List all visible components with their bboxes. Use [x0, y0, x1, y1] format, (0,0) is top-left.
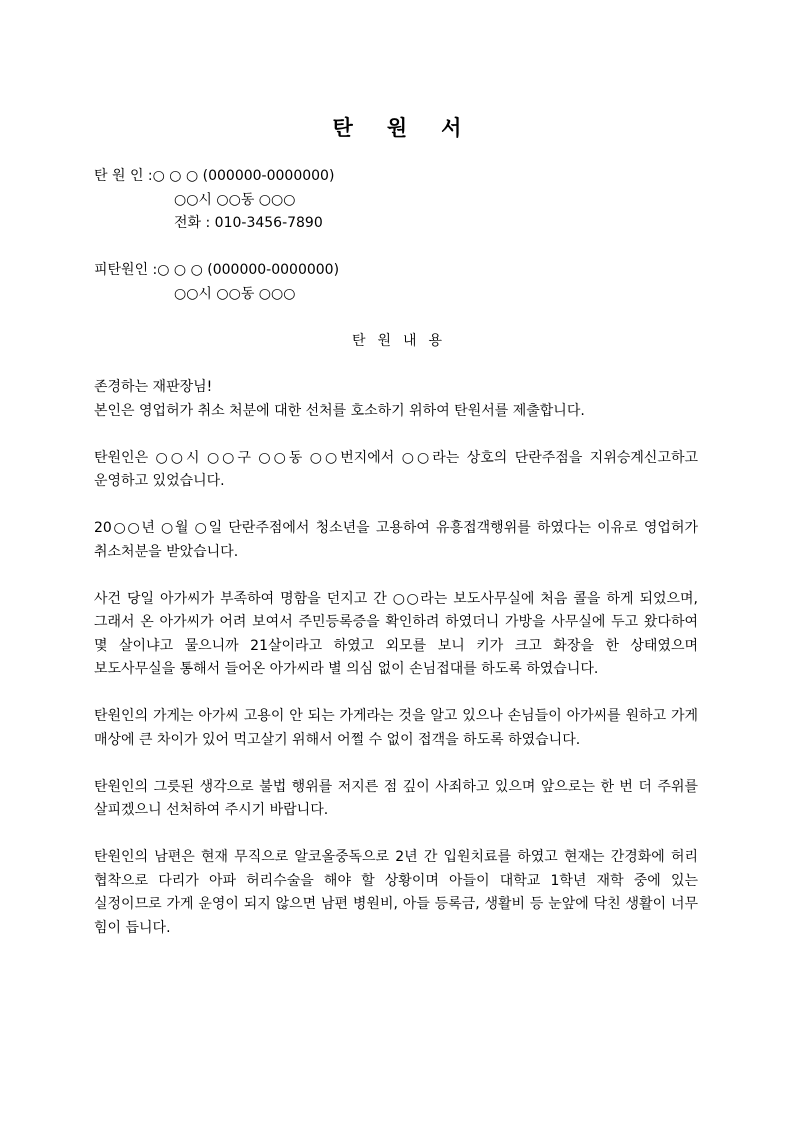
defendant-address: ○○시 ○○동 ○○○	[174, 285, 296, 302]
greeting: 존경하는 재판장님!	[94, 379, 213, 395]
paragraph-circumstance: 탄원인의 가게는 아가씨 고용이 안 되는 가게라는 것을 알고 있으나 손님들이 아가씨를 원하고 가게 매상에 큰 차이가 있어 먹고살기 위해서 어쩔 수 없이 접객을 하도록 하였습니다.	[94, 708, 698, 748]
title-char: 탄	[332, 116, 353, 140]
title-char: 서	[441, 116, 462, 140]
document-title	[0, 112, 794, 142]
defendant-label: 피탄원인 :	[94, 262, 158, 278]
paragraph-purpose: 본인은 영업허가 취소 처분에 대한 선처를 호소하기 위하여 탄원서를 제출합니다.	[94, 402, 585, 419]
title-char: 원	[386, 116, 408, 140]
section-title-char: 원	[377, 333, 391, 349]
section-title-char: 탄	[351, 333, 366, 349]
paragraph-sanction: 20○○년 ○월 ○일 단란주점에서 청소년을 고용하여 유흥접객행위를 하였다는 이유로 영업허가 취소처분을 받았습니다.	[94, 520, 698, 560]
section-title-char: 내	[403, 333, 417, 349]
paragraph-business: 탄원인은 ○○시 ○○구 ○○동 ○○번지에서 ○○라는 상호의 단란주점을 지위승계신고하고 운영하고 있었습니다.	[94, 449, 698, 489]
petition-body	[94, 376, 698, 964]
complainant-label: 탄 원 인 :	[94, 168, 153, 184]
defendant-block	[94, 259, 339, 306]
complainant-block	[94, 165, 334, 236]
paragraph-apology: 탄원인의 그릇된 생각으로 불법 행위를 저지른 점 깊이 사죄하고 있으며 앞으로는 한 번 더 주위를 살피겠으니 선처하여 주시기 바랍니다.	[94, 778, 698, 818]
complainant-name-id: ○ ○ ○ (000000-0000000)	[152, 168, 335, 184]
complainant-phone: 전화 : 010-3456-7890	[174, 215, 323, 231]
section-title-char: 용	[428, 333, 443, 349]
section-title	[0, 330, 794, 350]
defendant-name-id: ○ ○ ○ (000000-0000000)	[157, 262, 340, 278]
complainant-address: ○○시 ○○동 ○○○	[174, 191, 296, 208]
paragraph-incident: 사건 당일 아가씨가 부족하여 명함을 던지고 간 ○○라는 보도사무실에 처음 콜을 하게 되었으며, 그래서 온 아가씨가 어려 보여서 주민등록증을 확인하려 하였더니 가방을 사무실에 두고 왔다하여 몇 살이냐고 물으니까 21살이라고 하였고 외모를 보니 키가 크고 화장을 한 상태였으며 보도사무실을 통해서 들어온 아가씨라 별 의심 없이 손님접대를 하도록 하였습니다.	[94, 590, 698, 677]
paragraph-hardship: 탄원인의 남편은 현재 무직으로 알코올중독으로 2년 간 입원치료를 하였고 현재는 간경화에 허리 협착으로 다리가 아파 허리수술을 해야 할 상황이며 아들이 대학교 1학년 재학 중에 있는 실정이므로 가게 운영이 되지 않으면 남편 병원비, 아들 등록금, 생활비 등 눈앞에 닥친 생활이 너무 힘이 듭니다.	[94, 849, 698, 936]
